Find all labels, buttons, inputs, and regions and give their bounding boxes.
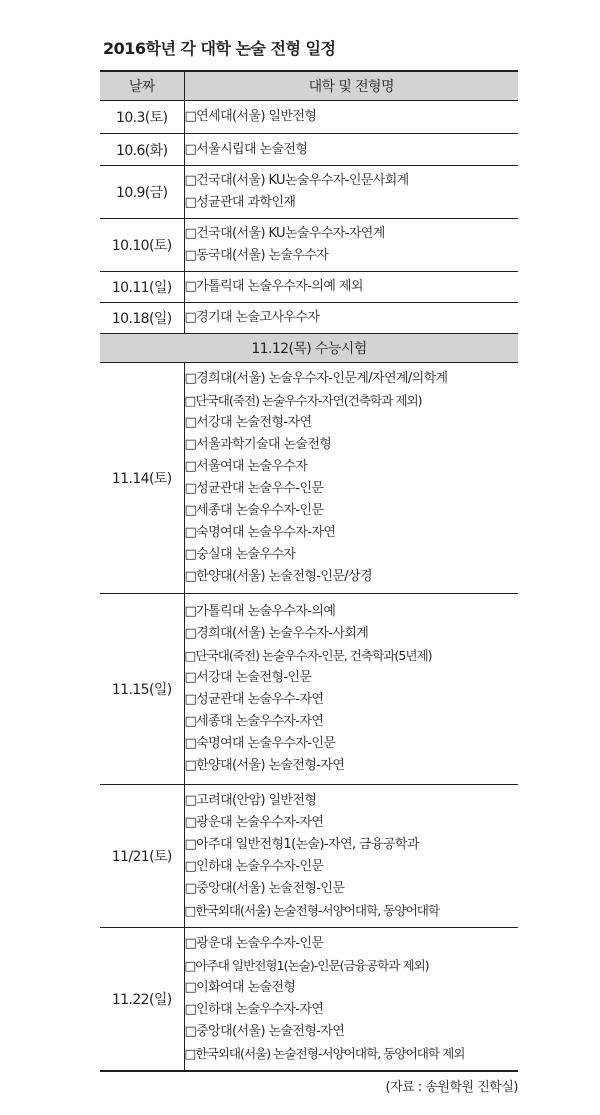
table-row (100, 134, 518, 166)
table-row (100, 303, 518, 334)
row-date: 10.3(토) (100, 101, 184, 134)
list-item: □한국외대(서울) 논술전형-서양어대학, 동양어대학 제외 (184, 1046, 465, 1061)
list-item: □성균관대 논술우수-인문 (184, 481, 324, 496)
list-item: □단국대(죽전) 논술우수자-인문, 건축학과(5년제) (184, 648, 432, 663)
list-item: □한양대(서울) 논술전형-인문/상경 (184, 569, 372, 584)
row-universities (184, 363, 518, 594)
row-universities (184, 101, 518, 134)
list-item: □고려대(안암) 일반전형 (184, 793, 317, 808)
list-item: □단국대(죽전) 논술우수자-자연(건축학과 제외) (184, 393, 422, 408)
row-universities (184, 928, 518, 1072)
table-row (100, 928, 518, 1072)
header-university: 대학 및 전형명 (184, 71, 518, 101)
list-item: □서강대 논술전형-자연 (184, 415, 312, 430)
list-item: □동국대(서울) 논술우수자 (184, 248, 329, 263)
list-item: □숙명여대 논술우수자-인문 (184, 736, 336, 751)
list-item: □서울시립대 논술전형 (184, 141, 308, 157)
row-date: 10.6(화) (100, 134, 184, 166)
list-item: □건국대(서울) KU논술우수자-자연계 (184, 226, 385, 241)
row-universities (184, 272, 518, 303)
list-item: □경희대(서울) 논술우수자-인문계/자연계/의학계 (184, 371, 448, 386)
list-item: □이화여대 논술전형 (184, 980, 296, 995)
list-item: □성균관대 과학인재 (184, 195, 296, 210)
list-item: □경희대(서울) 논술우수자-사회계 (184, 626, 369, 641)
list-item: □연세대(서울) 일반전형 (184, 109, 317, 124)
list-item: □아주대 일반전형1(논술)-인문(금융공학과 제외) (184, 958, 429, 973)
table-row (100, 166, 518, 219)
table-header-row (100, 71, 518, 101)
list-item: □세종대 논술우수자-자연 (184, 714, 324, 729)
schedule-body (100, 101, 518, 1072)
table-row (100, 219, 518, 272)
list-item: □중앙대(서울) 논술전형-인문 (184, 881, 345, 896)
row-universities (184, 166, 518, 219)
row-date: 10.9(금) (100, 166, 184, 219)
list-item: □서강대 논술전형-인문 (184, 670, 312, 685)
list-item: □경기대 논술고사우수자 (184, 310, 320, 325)
list-item: □인하대 논술우수자-인문 (184, 859, 324, 874)
row-universities (184, 594, 518, 785)
list-item: □중앙대(서울) 논술전형-자연 (184, 1024, 345, 1039)
table-row (100, 594, 518, 785)
list-item: □가톨릭대 논술우수자-의예 (184, 604, 336, 619)
page-title: 2016학년 각 대학 논술 전형 일정 (103, 39, 336, 58)
list-item: □광운대 논술우수자-인문 (184, 936, 324, 951)
list-item: □서울여대 논술우수자 (184, 459, 308, 474)
row-date: 10.10(토) (100, 219, 184, 272)
list-item: □한양대(서울) 논술전형-자연 (184, 758, 345, 773)
list-item: □성균관대 논술우수-자연 (184, 692, 324, 707)
exam-label: 11.12(목) 수능시험 (100, 334, 518, 363)
list-item: □광운대 논술우수자-자연 (184, 815, 324, 830)
list-item: □세종대 논술우수자-인문 (184, 503, 324, 518)
list-item: □숭실대 논술우수자 (184, 547, 296, 562)
row-date: 11.22(일) (100, 928, 184, 1072)
table-row (100, 272, 518, 303)
row-date: 11/21(토) (100, 785, 184, 928)
list-item: □숙명여대 논술우수자-자연 (184, 525, 336, 540)
header-date: 날짜 (100, 71, 184, 101)
row-universities (184, 134, 518, 166)
table-row (100, 785, 518, 928)
list-item: □서울과학기술대 논술전형 (184, 437, 332, 452)
row-universities (184, 785, 518, 928)
row-date: 10.11(일) (100, 272, 184, 303)
list-item: □한국외대(서울) 논술전형-서양어대학, 동양어대학 (184, 903, 440, 918)
schedule-table (100, 70, 518, 1072)
exam-row (100, 334, 518, 363)
table-row (100, 363, 518, 594)
row-date: 11.15(일) (100, 594, 184, 785)
list-item: □건국대(서울) KU논술우수자-인문사회계 (184, 173, 409, 188)
row-universities (184, 219, 518, 272)
row-date: 11.14(토) (100, 363, 184, 594)
row-date: 10.18(일) (100, 303, 184, 334)
row-universities (184, 303, 518, 334)
source-note: (자료 : 송원학원 진학실) (385, 1080, 518, 1095)
list-item: □인하대 논술우수자-자연 (184, 1002, 324, 1017)
list-item: □가톨릭대 논술우수자-의예 제외 (184, 279, 363, 294)
list-item: □아주대 일반전형1(논술)-자연, 금융공학과 (184, 837, 419, 852)
table-row (100, 101, 518, 134)
